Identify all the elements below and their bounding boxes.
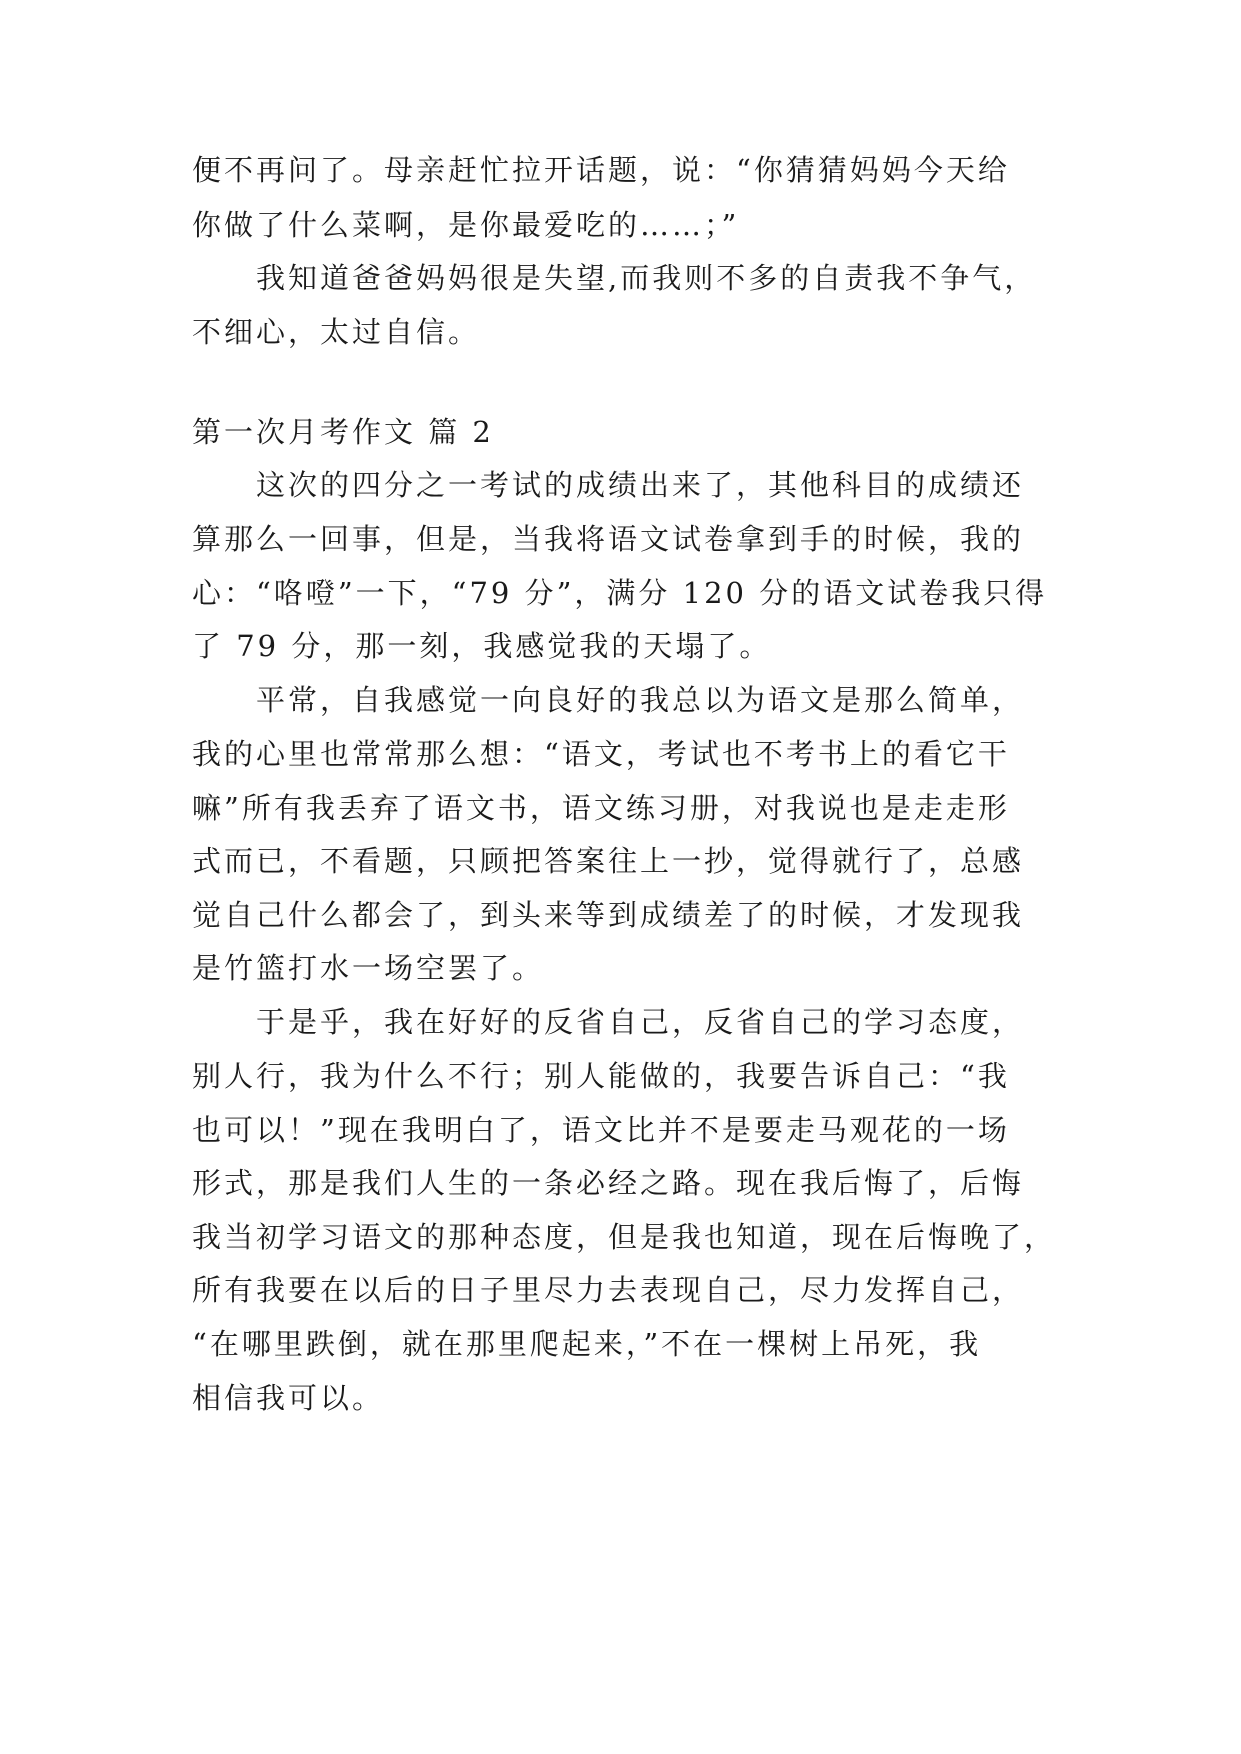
- paragraph-line: 我知道爸爸妈妈很是失望,而我则不多的自责我不争气，: [256, 261, 1037, 295]
- paragraph-line: 我的心里也常常那么想：“语文，考试也不考书上的看它干: [192, 737, 1010, 771]
- section-title: 第一次月考作文 篇 2: [192, 415, 494, 449]
- paragraph-line: 所有我要在以后的日子里尽力去表现自己，尽力发挥自己，: [192, 1273, 1025, 1307]
- paragraph-line: 不细心，太过自信。: [192, 315, 481, 349]
- paragraph-line: 了 79 分，那一刻，我感觉我的天塌了。: [192, 629, 772, 663]
- paragraph-line: 心：“咯噔”一下，“79 分”，满分 120 分的语文试卷我只得: [192, 576, 1048, 610]
- paragraph-line: 式而已，不看题，只顾把答案往上一抄，觉得就行了，总感: [192, 844, 1025, 878]
- paragraph-line: 嘛”所有我丢弃了语文书，语文练习册，对我说也是走走形: [192, 791, 1010, 825]
- paragraph-line: 于是乎，我在好好的反省自己，反省自己的学习态度，: [256, 1005, 1025, 1039]
- paragraph-line: 这次的四分之一考试的成绩出来了，其他科目的成绩还: [256, 468, 1025, 502]
- paragraph-line: 觉自己什么都会了，到头来等到成绩差了的时候，才发现我: [192, 898, 1025, 932]
- paragraph-line: 是竹篮打水一场空罢了。: [192, 951, 545, 985]
- paragraph-line: 形式，那是我们人生的一条必经之路。现在我后悔了，后悔: [192, 1166, 1025, 1200]
- paragraph-line: 也可以！”现在我明白了，语文比并不是要走马观花的一场: [192, 1113, 1010, 1147]
- paragraph-line: 我当初学习语文的那种态度，但是我也知道，现在后悔晚了，: [192, 1220, 1057, 1254]
- paragraph-line: 你做了什么菜啊，是你最爱吃的……；”: [192, 208, 740, 242]
- paragraph-line: 别人行，我为什么不行；别人能做的，我要告诉自己：“我: [192, 1059, 1010, 1093]
- paragraph-line: 便不再问了。母亲赶忙拉开话题，说：“你猜猜妈妈今天给: [192, 153, 1010, 187]
- paragraph-line: 算那么一回事，但是，当我将语文试卷拿到手的时候，我的: [192, 522, 1025, 556]
- paragraph-line: 相信我可以。: [192, 1381, 385, 1415]
- paragraph-line: “在哪里跌倒，就在那里爬起来，”不在一棵树上吊死，我: [192, 1327, 982, 1361]
- paragraph-line: 平常，自我感觉一向良好的我总以为语文是那么简单，: [256, 683, 1025, 717]
